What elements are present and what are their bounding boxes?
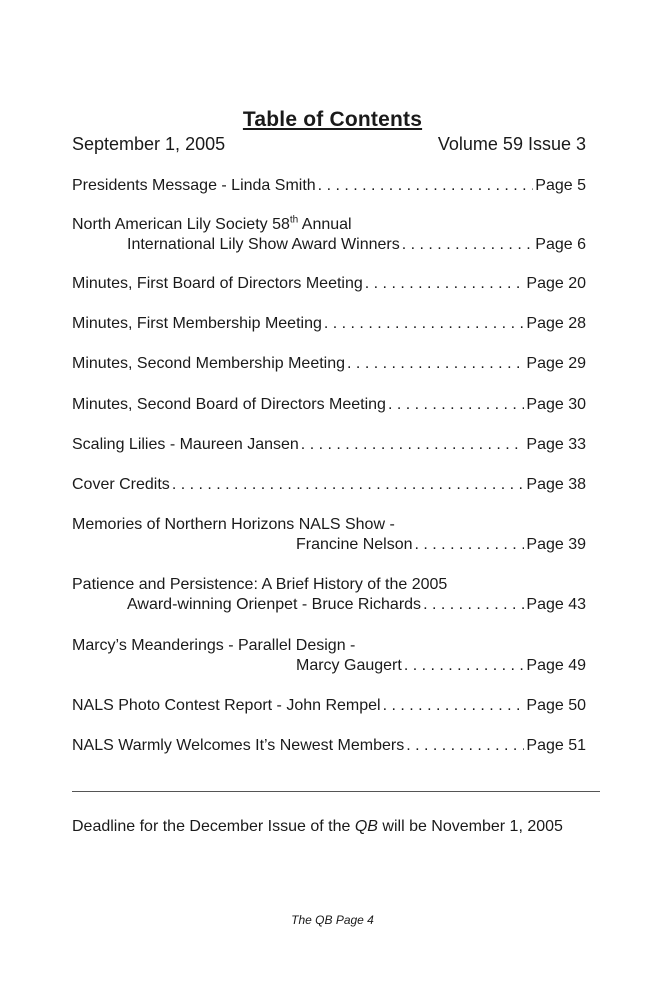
leader-dots [324, 314, 525, 334]
toc-entry-page: Page 33 [526, 436, 586, 453]
issue-date: September 1, 2005 [72, 134, 226, 154]
leader-dots [365, 274, 525, 294]
toc-entry-page: Page 51 [526, 737, 586, 754]
toc-entry-page: Page 20 [526, 275, 586, 292]
leader-dots [318, 176, 534, 196]
leader-dots [406, 736, 524, 756]
toc-entry-page: Page 28 [526, 315, 586, 332]
toc-entry-title: Minutes, Second Board of Directors Meeting [72, 396, 386, 413]
toc-entry-page: Page 6 [535, 236, 586, 253]
toc-entry [72, 274, 586, 294]
toc-entry-title: Minutes, Second Membership Meeting [72, 355, 346, 372]
toc-entry [72, 636, 586, 676]
toc-entry-title: Minutes, First Membership Meeting [72, 315, 322, 332]
issue-volume: Volume 59 Issue 3 [437, 134, 586, 154]
toc-entry-title: Patience and Persistence: A Brief History of the 2005 [72, 576, 448, 593]
page-footer: The QB Page 4 [291, 913, 374, 927]
leader-dots [402, 235, 534, 255]
toc-entry-subtitle: Francine Nelson [296, 536, 413, 553]
leader-dots [404, 656, 525, 676]
toc-entry-page: Page 5 [535, 177, 586, 194]
toc-entry [72, 475, 586, 495]
toc-entry-page: Page 30 [526, 396, 586, 413]
toc-entry-subtitle: International Lily Show Award Winners [127, 236, 400, 253]
toc-entry-title: Scaling Lilies - Maureen Jansen [72, 436, 299, 453]
deadline-note: Deadline for the December Issue of the QB will be November 1, 2005 [72, 818, 563, 835]
leader-dots [347, 354, 524, 374]
toc-entry-page: Page 39 [526, 536, 586, 553]
toc-entry [72, 435, 586, 455]
leader-dots [423, 595, 524, 615]
toc-entry-title: North American Lily Society 58th Annual [72, 214, 352, 233]
toc-entry-page: Page 49 [526, 657, 586, 674]
toc-entry-page: Page 29 [526, 355, 586, 372]
toc-entry-page: Page 38 [526, 476, 586, 493]
toc-entry-title: NALS Photo Contest Report - John Rempel [72, 697, 381, 714]
toc-entry-title: Minutes, First Board of Directors Meeting [72, 275, 363, 292]
toc-entry [72, 515, 586, 555]
toc-entry [72, 176, 586, 196]
toc-entry [72, 696, 586, 716]
toc-entry [72, 314, 586, 334]
toc-entry [72, 736, 586, 756]
publication-name: QB [354, 818, 378, 835]
issue-info [72, 134, 586, 155]
page-title: Table of Contents [242, 108, 423, 131]
toc-entry [72, 354, 586, 374]
toc-entry-subtitle: Marcy Gaugert [296, 657, 402, 674]
leader-dots [172, 475, 525, 495]
toc-entry-title: Presidents Message - Linda Smith [72, 177, 316, 194]
horizontal-divider [72, 791, 600, 792]
toc-entry-title: Cover Credits [72, 476, 170, 493]
leader-dots [301, 435, 525, 455]
toc-entry-title: Marcy’s Meanderings - Parallel Design - [72, 637, 356, 654]
toc-entry-subtitle: Award-winning Orienpet - Bruce Richards [127, 596, 422, 613]
toc-entry-page: Page 50 [526, 697, 586, 714]
leader-dots [415, 535, 525, 555]
toc-entry [72, 395, 586, 415]
leader-dots [383, 696, 525, 716]
toc-entry [72, 575, 586, 615]
toc-entry [72, 215, 586, 255]
leader-dots [388, 395, 524, 415]
toc-entry-page: Page 43 [526, 596, 586, 613]
toc-entry-title: NALS Warmly Welcomes It’s Newest Members [72, 737, 405, 754]
toc-entry-title: Memories of Northern Horizons NALS Show - [72, 516, 395, 533]
